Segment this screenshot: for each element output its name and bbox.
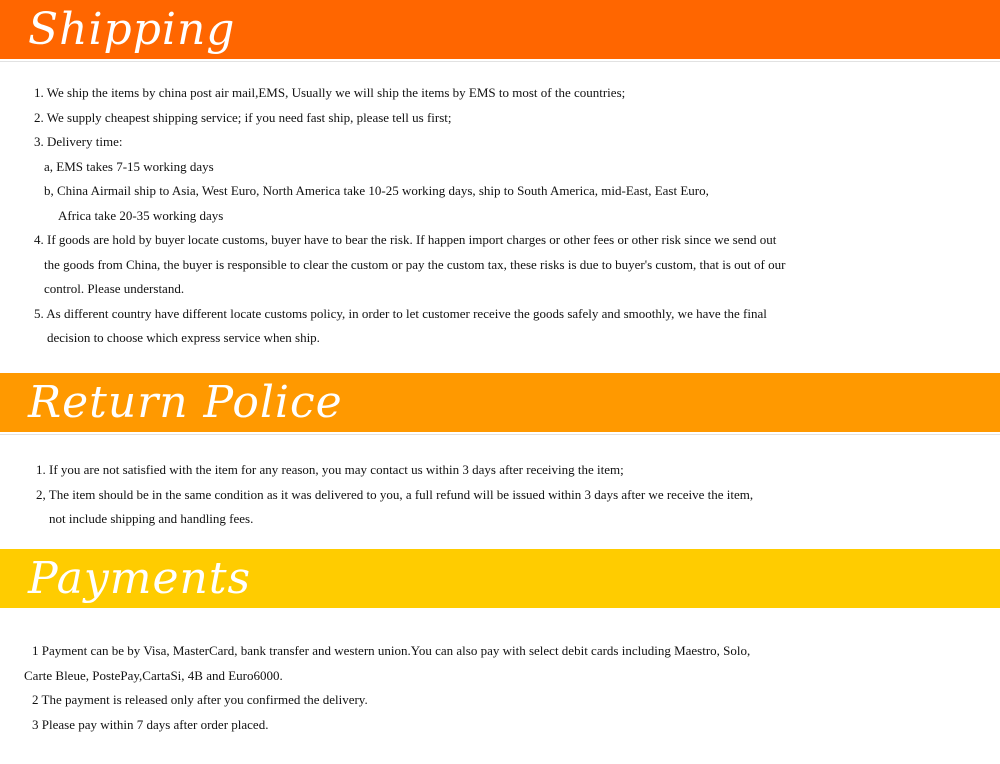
payments-banner [0, 549, 1000, 608]
shipping-banner [0, 0, 1000, 59]
return-policy-banner [0, 373, 1000, 432]
shipping-line: 5. As different country have different locate customs policy, in order to let customer receive the goods safely and smoothly, we have the final [34, 306, 767, 321]
shipping-line: b, China Airmail ship to Asia, West Euro, North America take 10-25 working days, ship to South America, mid-East, East Euro, [44, 183, 709, 198]
return-policy-line: 1. If you are not satisfied with the item for any reason, you may contact us within 3 days after receiving the item; [36, 462, 624, 477]
shipping-line: 3. Delivery time: [34, 134, 123, 149]
shipping-line: control. Please understand. [44, 281, 185, 296]
shipping-line: decision to choose which express service when ship. [47, 330, 320, 345]
return-policy-title: Return Police [28, 377, 343, 428]
return-policy-divider [0, 434, 1000, 435]
shipping-line: Africa take 20-35 working days [58, 208, 224, 223]
shipping-line: the goods from China, the buyer is responsible to clear the custom or pay the custom tax, these risks is due to buyer's custom, that is out of our [44, 257, 786, 272]
shipping-divider [0, 61, 1000, 62]
payments-line: 1 Payment can be by Visa, MasterCard, bank transfer and western union.You can also pay with select debit cards including Maestro, Solo, [32, 643, 751, 658]
payments-line: 2 The payment is released only after you confirmed the delivery. [32, 692, 368, 707]
shipping-line: 4. If goods are hold by buyer locate customs, buyer have to bear the risk. If happen import charges or other fees or other risk since we send out [34, 232, 777, 247]
shipping-line: 2. We supply cheapest shipping service; if you need fast ship, please tell us first; [34, 110, 452, 125]
payments-line: Carte Bleue, PostePay,CartaSi, 4B and Euro6000. [24, 668, 283, 683]
payments-line: 3 Please pay within 7 days after order placed. [32, 717, 269, 732]
shipping-line: a, EMS takes 7-15 working days [44, 159, 214, 174]
shipping-line: 1. We ship the items by china post air mail,EMS, Usually we will ship the items by EMS to most of the countries; [34, 85, 626, 100]
return-policy-line: 2, The item should be in the same condition as it was delivered to you, a full refund will be issued within 3 days after we receive the item, [36, 487, 754, 502]
return-policy-line: not include shipping and handling fees. [49, 511, 254, 526]
shipping-title: Shipping [28, 4, 236, 55]
payments-title: Payments [28, 553, 252, 604]
